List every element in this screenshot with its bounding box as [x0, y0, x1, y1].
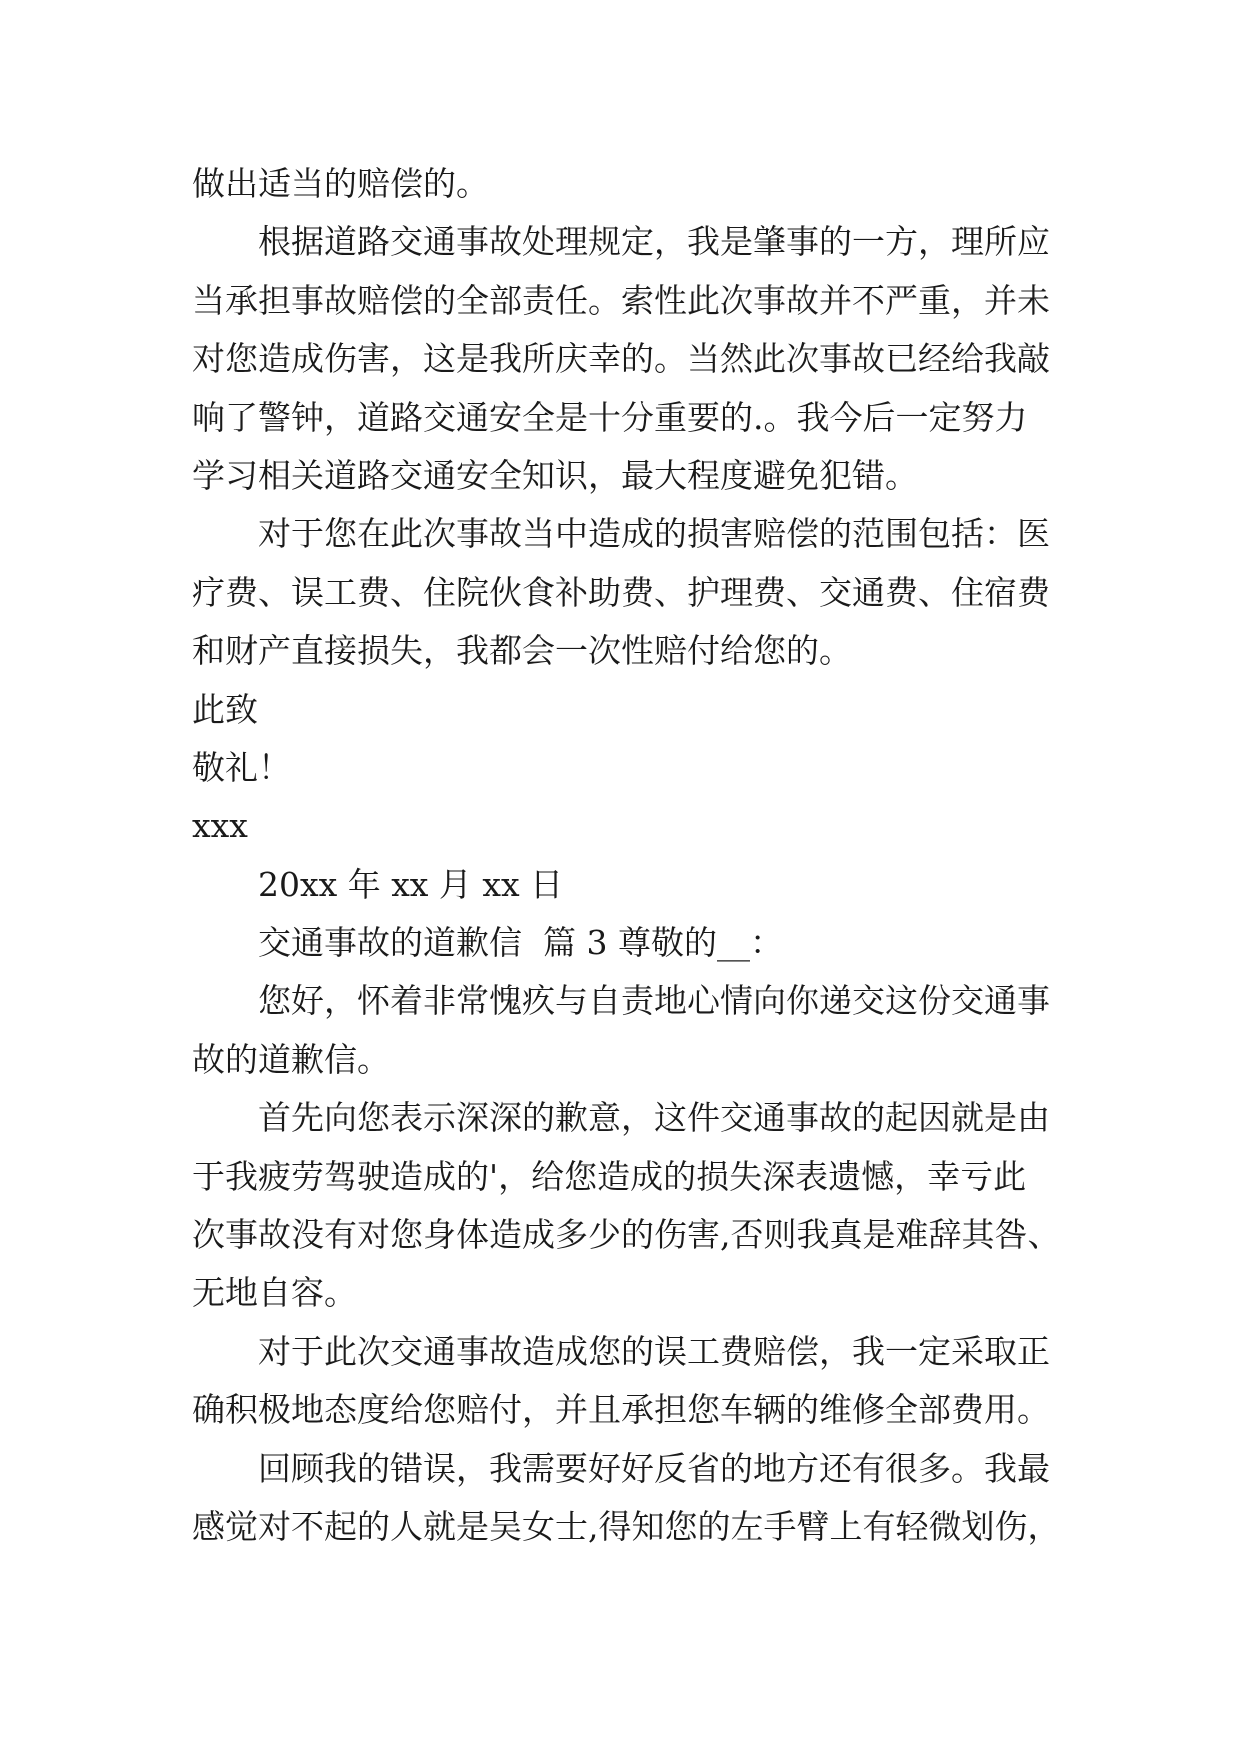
- paragraph-line: 做出适当的赔偿的。: [192, 164, 489, 203]
- paragraph-line: 当承担事故赔偿的全部责任。索性此次事故并不严重，并未: [192, 280, 1050, 320]
- signature-name: xxx: [192, 806, 248, 846]
- paragraph-line: 于我疲劳驾驶造成的'，给您造成的损失深表遗憾，幸亏此: [192, 1156, 1027, 1196]
- paragraph-first-line: 回顾我的错误，我需要好好反省的地方还有很多。我最: [258, 1448, 1050, 1488]
- paragraph-line: 对您造成伤害，这是我所庆幸的。当然此次事故已经给我敲: [192, 339, 1050, 379]
- paragraph-line: 故的道歉信。: [192, 1039, 390, 1079]
- letter-heading: 交通事故的道歉信 篇 3 尊敬的__：: [258, 923, 783, 963]
- document-body: [192, 155, 1192, 1556]
- closing-salutation: 此致: [192, 689, 258, 729]
- closing-respect: 敬礼！: [192, 747, 291, 787]
- paragraph-line: 无地自容。: [192, 1273, 357, 1313]
- signature-date: 20xx 年 xx 月 xx 日: [258, 864, 564, 904]
- paragraph-line: 确积极地态度给您赔付，并且承担您车辆的维修全部费用。: [192, 1390, 1050, 1430]
- paragraph-first-line: 首先向您表示深深的歉意，这件交通事故的起因就是由: [258, 1098, 1050, 1138]
- paragraph-line: 感觉对不起的人就是吴女士,得知您的左手臂上有轻微划伤，: [192, 1506, 1061, 1546]
- paragraph-first-line: 对于您在此次事故当中造成的损害赔偿的范围包括：医: [258, 514, 1050, 554]
- paragraph-first-line: 根据道路交通事故处理规定，我是肇事的一方，理所应: [258, 222, 1050, 262]
- paragraph-first-line: 对于此次交通事故造成您的误工费赔偿，我一定采取正: [258, 1331, 1050, 1371]
- paragraph-line: 疗费、误工费、住院伙食补助费、护理费、交通费、住宿费: [192, 572, 1050, 612]
- paragraph-first-line: 您好，怀着非常愧疚与自责地心情向你递交这份交通事: [258, 981, 1050, 1021]
- paragraph-line: 次事故没有对您身体造成多少的伤害,否则我真是难辞其咎、: [192, 1215, 1061, 1255]
- paragraph-line: 学习相关道路交通安全知识，最大程度避免犯错。: [192, 455, 918, 495]
- paragraph-line: 和财产直接损失，我都会一次性赔付给您的。: [192, 631, 852, 671]
- paragraph-line: 响了警钟，道路交通安全是十分重要的.。我今后一定努力: [192, 397, 1028, 437]
